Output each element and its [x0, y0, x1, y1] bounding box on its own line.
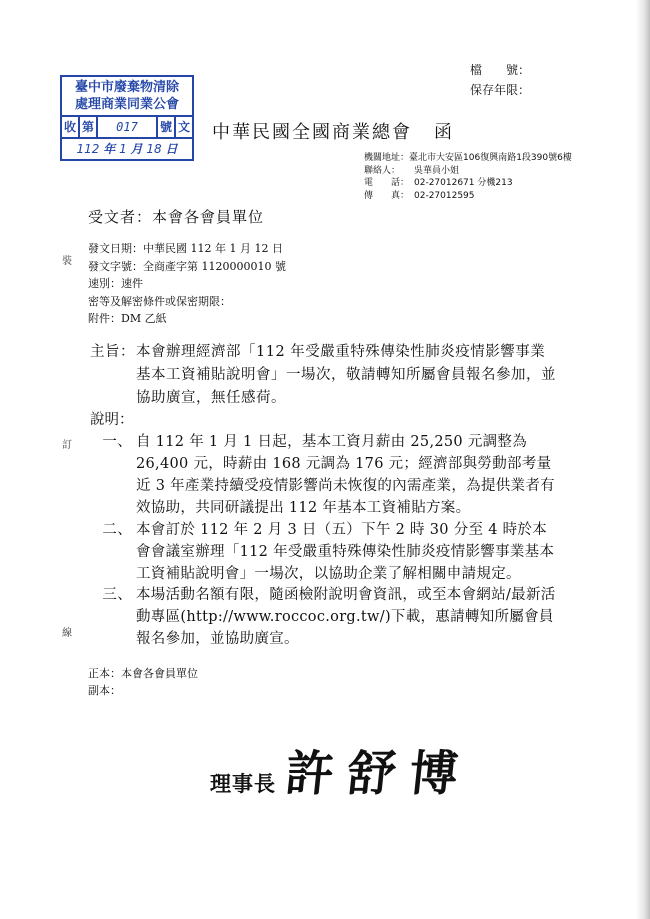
- signatory-title: 理事長: [210, 771, 276, 796]
- subject-label: 主旨：: [90, 344, 135, 360]
- fax-value: 02-27012595: [414, 190, 475, 201]
- stamp-receipt-row: [62, 117, 192, 139]
- stamp-receipt-char: 第: [80, 117, 98, 137]
- phone-label: 電 話：: [364, 178, 410, 188]
- receipt-stamp: [60, 75, 194, 161]
- file-number-label: 檔 號：: [469, 63, 530, 77]
- stamp-receipt-prefix: 收: [62, 117, 80, 137]
- item-number: 三、: [102, 587, 132, 603]
- subject-text: 本會辦理經濟部「112 年受嚴重特殊傳染性肺炎疫情影響事業基本工資補貼說明會」一場次，敬請轉知所屬會員報名參加，並協助廣宣，無任感荷。: [136, 344, 556, 406]
- explanation-item: [90, 431, 561, 519]
- address-value: 臺北市大安區106復興南路1段390號6樓: [409, 153, 572, 163]
- doc-type: 函: [434, 122, 454, 143]
- document-meta: [88, 240, 286, 328]
- attachment: 附件：DM 乙紙: [88, 312, 167, 325]
- contact-value: 吳華員小姐: [414, 165, 460, 176]
- stamp-day: 18: [146, 142, 162, 156]
- stamp-receipt-hao: 號: [158, 117, 176, 137]
- fax-row: [364, 190, 572, 203]
- address-row: [364, 152, 572, 165]
- item-text: 自 112 年 1 月 1 日起，基本工資月薪由 25,250 元調整為 26,400 元，時薪由 168 元調為 176 元；經濟部與勞動部考量近 3 年產業持續受疫情影響尚未恢復的內需產業，為提供業者有效協助，共同研議提出 112 年基本工資補貼方案。: [136, 434, 555, 516]
- phone-value: 02-27012671 分機213: [414, 178, 513, 188]
- contact-person-row: [364, 165, 572, 178]
- stamp-receipt-number: 017: [98, 117, 158, 137]
- stamp-month-char: 月: [130, 142, 143, 156]
- stamp-org-name: [62, 77, 192, 117]
- archive-fields: [470, 60, 530, 100]
- recipient-line: 受文者：本會各會員單位: [88, 208, 265, 226]
- stamp-date: [62, 139, 192, 159]
- delivery-speed: 速別：速件: [88, 277, 143, 290]
- fax-label: 傳 真：: [364, 190, 410, 201]
- binding-mark-1: 裝: [62, 256, 72, 267]
- item-number: 一、: [102, 434, 132, 450]
- distribution-footer: [88, 665, 198, 699]
- original-recipients: 正本：本會各會員單位: [88, 667, 198, 680]
- contact-block: [364, 152, 572, 202]
- contact-label: 聯絡人：: [364, 165, 401, 176]
- stamp-org-line1: 臺中市廢棄物清除: [74, 80, 179, 95]
- stamp-org-line2: 處理商業同業公會: [74, 97, 179, 112]
- binding-mark-3: 線: [62, 628, 72, 639]
- item-text: 本會訂於 112 年 2 月 3 日（五）下午 2 時 30 分至 4 時於本會會議室辦理「112 年受嚴重特殊傳染性肺炎疫情影響事業基本工資補貼說明會」一場次，以協助企業了解相關申請規定。: [136, 522, 555, 582]
- binding-mark-2: 訂: [62, 440, 72, 451]
- address-label: 機關地址：: [364, 153, 410, 163]
- signature-block: [210, 735, 475, 804]
- org-name: 中華民國全國商業總會: [212, 122, 412, 143]
- stamp-year-char: 年: [103, 142, 116, 156]
- retention-label: 保存年限：: [469, 83, 530, 97]
- explanation-label: 說明：: [90, 412, 134, 428]
- secrecy-level: 密等及解密條件或保密期限：: [88, 294, 231, 308]
- phone-row: [364, 177, 572, 190]
- stamp-receipt-wen: 文: [177, 120, 190, 134]
- stamp-month: 1: [119, 142, 127, 156]
- item-text: 本場活動名額有限，隨函檢附說明會資訊，或至本會網站/最新活動專區(http://www.roccoc.org.tw/)下載，惠請轉知所屬會員報名參加，並協助廣宣。: [136, 587, 556, 647]
- reference-number: 發文字號：全商產字第 1120000010 號: [88, 259, 286, 273]
- item-number: 二、: [102, 522, 132, 538]
- document-header: [212, 118, 454, 144]
- stamp-day-char: 日: [165, 142, 178, 156]
- stamp-year: 112: [76, 142, 100, 156]
- issue-date: 發文日期：中華民國 112 年 1 月 12 日: [88, 242, 283, 255]
- copy-recipients: 副本：: [88, 684, 121, 697]
- scan-edge-shadow: [636, 0, 650, 919]
- subject-section: [90, 341, 560, 410]
- explanation-item: [90, 519, 561, 585]
- signatory-name: 許舒博: [282, 746, 475, 802]
- explanation-item: [90, 584, 561, 650]
